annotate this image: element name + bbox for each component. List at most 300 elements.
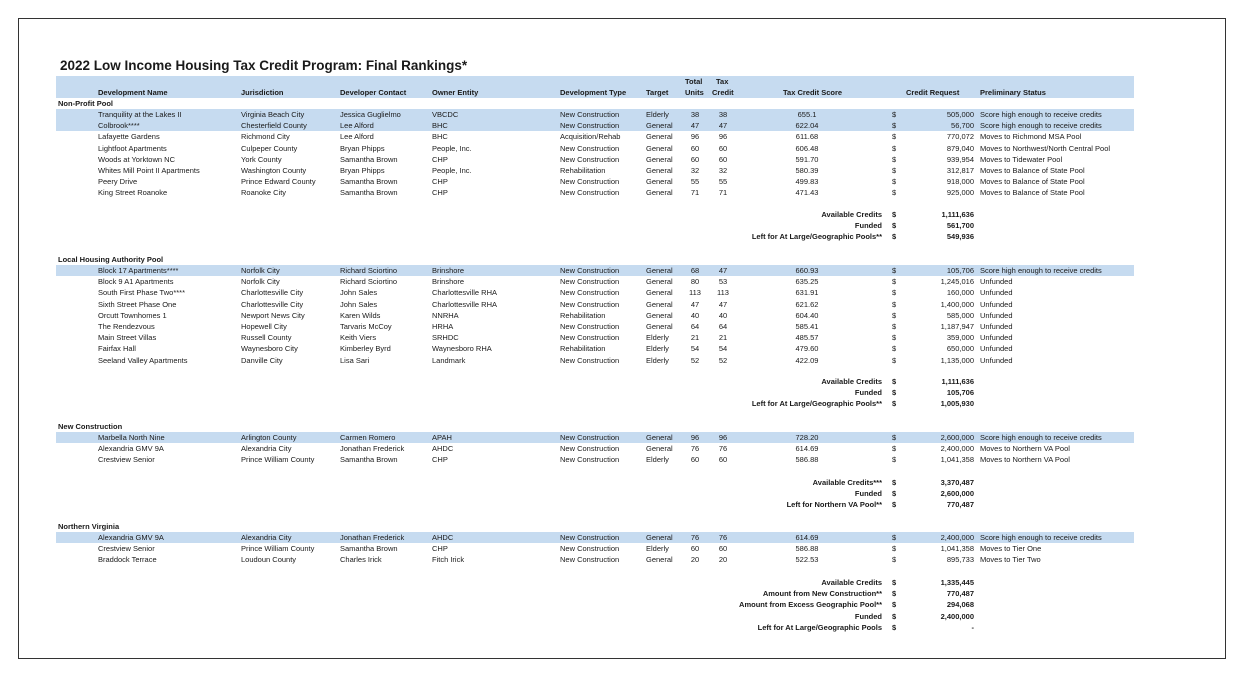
header-units: Units <box>685 88 704 97</box>
cell-currency: $ <box>892 121 897 131</box>
cell-currency: $ <box>892 555 897 565</box>
cell-preliminary-status: Moves to Tier Two <box>980 555 1041 565</box>
cell-development-name: Orcutt Townhomes 1 <box>98 310 167 320</box>
summary-row <box>56 477 1134 488</box>
cell-developer-contact: Bryan Phipps <box>340 143 385 153</box>
cell-total-units: 32 <box>690 166 700 175</box>
cell-preliminary-status: Unfunded <box>980 277 1013 287</box>
cell-development-name: Tranquility at the Lakes II <box>98 110 182 119</box>
table-row <box>56 109 1134 120</box>
cell-tax-credit-score: 614.69 <box>795 444 819 454</box>
cell-tax-credit-score: 611.68 <box>795 132 819 142</box>
cell-target: Elderly <box>646 544 669 554</box>
cell-jurisdiction: Norfolk City <box>241 266 280 275</box>
cell-credit-request: 312,817 <box>946 166 974 175</box>
table-row <box>56 310 1134 321</box>
cell-development-name: Colbrook**** <box>98 121 140 131</box>
cell-total-units: 76 <box>690 533 700 542</box>
cell-preliminary-status: Score high enough to receive credits <box>980 121 1102 131</box>
cell-developer-contact: Jessica Guglielmo <box>340 110 401 119</box>
cell-developer-contact: Keith Viers <box>340 333 377 343</box>
cell-tax-credit: 20 <box>718 555 728 565</box>
table-row <box>56 276 1134 287</box>
summary-value: 3,370,487 <box>940 478 974 487</box>
cell-jurisdiction: Newport News City <box>241 310 305 320</box>
table-row <box>56 332 1134 343</box>
cell-tax-credit: 71 <box>718 188 728 198</box>
cell-jurisdiction: Virginia Beach City <box>241 110 305 119</box>
cell-development-type: New Construction <box>560 177 620 187</box>
cell-developer-contact: Jonathan Frederick <box>340 533 405 542</box>
table-row <box>56 176 1134 187</box>
cell-credit-request: 1,245,016 <box>940 277 974 287</box>
summary-row <box>56 599 1134 610</box>
cell-credit-request: 2,400,000 <box>940 444 974 454</box>
cell-development-name: Woods at Yorktown NC <box>98 154 175 164</box>
cell-jurisdiction: Culpeper County <box>241 143 298 153</box>
cell-development-name: Fairfax Hall <box>98 344 136 354</box>
cell-total-units: 60 <box>690 544 700 554</box>
cell-development-name: Seeland Valley Apartments <box>98 355 188 365</box>
cell-target: General <box>646 143 673 153</box>
cell-credit-request: 359,000 <box>946 333 974 343</box>
cell-owner-entity: Brinshore <box>432 277 465 287</box>
cell-development-name: Crestview Senior <box>98 544 155 554</box>
cell-currency: $ <box>892 333 897 343</box>
cell-credit-request: 879,040 <box>946 143 974 153</box>
cell-preliminary-status: Score high enough to receive credits <box>980 110 1102 119</box>
cell-preliminary-status: Moves to Balance of State Pool <box>980 177 1085 187</box>
cell-development-type: New Construction <box>560 143 620 153</box>
cell-development-name: The Rendezvous <box>98 322 155 331</box>
cell-jurisdiction: Alexandria City <box>241 444 292 454</box>
cell-target: General <box>646 188 673 198</box>
summary-label: Left for Northern VA Pool** <box>786 500 882 510</box>
summary-currency: $ <box>892 500 897 510</box>
table-row <box>56 143 1134 154</box>
cell-currency: $ <box>892 177 897 187</box>
cell-preliminary-status: Score high enough to receive credits <box>980 266 1102 275</box>
summary-currency: $ <box>892 489 897 499</box>
summary-value: 2,600,000 <box>940 489 974 499</box>
cell-total-units: 47 <box>690 121 700 131</box>
cell-currency: $ <box>892 166 897 175</box>
cell-developer-contact: Charles Irick <box>340 555 382 565</box>
cell-tax-credit-score: 621.62 <box>795 299 819 309</box>
cell-jurisdiction: Waynesboro City <box>241 344 298 354</box>
cell-developer-contact: Richard Sciortino <box>340 266 398 275</box>
summary-row <box>56 209 1134 220</box>
cell-development-name: Lafayette Gardens <box>98 132 160 142</box>
cell-credit-request: 895,733 <box>946 555 974 565</box>
cell-target: General <box>646 177 673 187</box>
cell-preliminary-status: Score high enough to receive credits <box>980 533 1102 542</box>
table-row <box>56 543 1134 554</box>
summary-label: Amount from Excess Geographic Pool** <box>739 600 882 610</box>
cell-total-units: 21 <box>690 333 700 343</box>
cell-preliminary-status: Moves to Northern VA Pool <box>980 455 1070 465</box>
cell-currency: $ <box>892 355 897 365</box>
cell-total-units: 64 <box>690 322 700 331</box>
cell-tax-credit-score: 631.91 <box>795 288 819 298</box>
cell-total-units: 96 <box>690 132 700 142</box>
summary-value: 561,700 <box>946 221 974 231</box>
cell-credit-request: 1,041,358 <box>940 544 974 554</box>
cell-development-type: New Construction <box>560 121 620 131</box>
summary-currency: $ <box>892 232 897 242</box>
cell-developer-contact: Richard Sciortino <box>340 277 398 287</box>
cell-development-type: New Construction <box>560 288 620 298</box>
table-row <box>56 343 1134 354</box>
cell-development-name: Marbella North Nine <box>98 433 165 442</box>
cell-owner-entity: APAH <box>432 433 452 442</box>
cell-preliminary-status: Unfunded <box>980 355 1013 365</box>
cell-target: General <box>646 310 673 320</box>
summary-row <box>56 577 1134 588</box>
cell-owner-entity: People, Inc. <box>432 143 472 153</box>
cell-development-type: New Construction <box>560 355 620 365</box>
header-target: Target <box>646 88 669 97</box>
cell-owner-entity: HRHA <box>432 322 454 331</box>
table-row <box>56 532 1134 543</box>
cell-tax-credit: 60 <box>718 544 728 554</box>
table-row <box>56 554 1134 565</box>
cell-tax-credit: 52 <box>718 355 728 365</box>
cell-development-name: Main Street Villas <box>98 333 157 343</box>
cell-target: General <box>646 154 673 164</box>
summary-label: Left for At Large/Geographic Pools** <box>751 399 882 409</box>
cell-owner-entity: CHP <box>432 177 448 187</box>
cell-tax-credit-score: 614.69 <box>795 533 819 542</box>
cell-target: General <box>646 277 673 287</box>
section-label: Northern Virginia <box>58 522 120 531</box>
table-row <box>56 299 1134 310</box>
cell-jurisdiction: Washington County <box>241 166 307 175</box>
cell-target: General <box>646 533 673 542</box>
cell-development-name: Lightfoot Apartments <box>98 143 167 153</box>
cell-target: General <box>646 322 673 331</box>
cell-target: Elderly <box>646 344 669 354</box>
cell-owner-entity: Landmark <box>432 355 466 365</box>
cell-tax-credit-score: 635.25 <box>795 277 819 287</box>
cell-development-type: New Construction <box>560 533 620 542</box>
cell-development-name: Block 17 Apartments**** <box>98 266 179 275</box>
cell-developer-contact: Kimberley Byrd <box>340 344 391 354</box>
cell-target: General <box>646 288 673 298</box>
cell-owner-entity: People, Inc. <box>432 166 472 175</box>
summary-label: Left for At Large/Geographic Pools <box>757 622 882 632</box>
cell-currency: $ <box>892 266 897 275</box>
cell-jurisdiction: Arlington County <box>241 433 297 442</box>
cell-jurisdiction: Roanoke City <box>241 188 287 198</box>
summary-label: Available Credits <box>821 377 882 386</box>
cell-jurisdiction: Richmond City <box>241 132 290 142</box>
cell-target: General <box>646 266 673 275</box>
cell-tax-credit: 76 <box>718 533 728 542</box>
summary-value: 1,005,930 <box>940 399 974 409</box>
cell-jurisdiction: Danville City <box>241 355 283 365</box>
cell-jurisdiction: Russell County <box>241 333 292 343</box>
summary-value: 2,400,000 <box>940 611 974 621</box>
cell-tax-credit: 96 <box>718 132 728 142</box>
cell-credit-request: 2,400,000 <box>940 533 974 542</box>
cell-jurisdiction: Loudoun County <box>241 555 297 565</box>
summary-currency: $ <box>892 611 897 621</box>
cell-preliminary-status: Moves to Richmond MSA Pool <box>980 132 1082 142</box>
summary-label: Funded <box>854 489 882 499</box>
cell-credit-request: 585,000 <box>946 310 974 320</box>
cell-tax-credit: 96 <box>718 433 728 442</box>
table-row <box>56 321 1134 332</box>
cell-tax-credit: 76 <box>718 444 728 454</box>
summary-label: Left for At Large/Geographic Pools** <box>751 232 882 242</box>
summary-currency: $ <box>892 589 897 599</box>
summary-row <box>56 588 1134 599</box>
cell-tax-credit: 47 <box>718 299 728 309</box>
cell-development-type: Acquisition/Rehab <box>560 132 621 142</box>
cell-total-units: 40 <box>690 310 700 320</box>
summary-value: 1,111,636 <box>941 210 974 219</box>
cell-owner-entity: BHC <box>432 121 448 131</box>
cell-development-name: Alexandria GMV 9A <box>98 533 164 542</box>
cell-currency: $ <box>892 533 897 542</box>
summary-value: 770,487 <box>946 589 974 599</box>
cell-owner-entity: Waynesboro RHA <box>432 344 492 354</box>
cell-tax-credit-score: 479.60 <box>795 344 819 354</box>
cell-target: General <box>646 444 673 454</box>
cell-target: General <box>646 132 673 142</box>
cell-currency: $ <box>892 344 897 354</box>
summary-value: 1,111,636 <box>941 377 974 386</box>
summary-value: 1,335,445 <box>940 578 974 587</box>
cell-target: General <box>646 299 673 309</box>
cell-development-name: King Street Roanoke <box>98 188 168 198</box>
summary-label: Funded <box>854 388 882 398</box>
table-row <box>56 265 1134 276</box>
cell-developer-contact: Lee Alford <box>340 132 374 142</box>
cell-tax-credit-score: 580.39 <box>795 166 819 175</box>
cell-tax-credit-score: 622.04 <box>795 121 819 131</box>
cell-preliminary-status: Moves to Northern VA Pool <box>980 444 1070 454</box>
header-preliminary-status: Preliminary Status <box>980 88 1046 97</box>
cell-preliminary-status: Unfunded <box>980 333 1013 343</box>
cell-tax-credit: 60 <box>718 154 728 164</box>
cell-total-units: 113 <box>689 288 701 298</box>
header-developer-contact: Developer Contact <box>340 88 407 97</box>
cell-owner-entity: NNRHA <box>432 310 459 320</box>
cell-tax-credit: 55 <box>718 177 728 187</box>
cell-total-units: 76 <box>690 444 700 454</box>
cell-tax-credit: 60 <box>718 143 728 153</box>
summary-currency: $ <box>892 600 897 610</box>
cell-credit-request: 505,000 <box>946 110 974 119</box>
cell-development-name: Alexandria GMV 9A <box>98 444 164 454</box>
cell-jurisdiction: Charlottesville City <box>241 288 304 298</box>
cell-jurisdiction: Prince William County <box>241 455 315 465</box>
summary-value: 105,706 <box>946 388 974 398</box>
summary-value: 549,936 <box>946 232 974 242</box>
cell-development-type: New Construction <box>560 455 620 465</box>
cell-credit-request: 105,706 <box>946 266 974 275</box>
cell-target: Elderly <box>646 110 669 119</box>
section-label: Local Housing Authority Pool <box>58 255 164 264</box>
cell-jurisdiction: Prince William County <box>241 544 315 554</box>
cell-developer-contact: Jonathan Frederick <box>340 444 405 454</box>
cell-jurisdiction: Alexandria City <box>241 533 292 542</box>
cell-total-units: 54 <box>690 344 700 354</box>
cell-developer-contact: Bryan Phipps <box>340 166 385 175</box>
cell-development-name: Crestview Senior <box>98 455 155 465</box>
cell-developer-contact: Karen Wilds <box>340 310 381 320</box>
cell-tax-credit: 53 <box>718 277 728 287</box>
summary-label: Available Credits <box>821 210 882 219</box>
header-total: Total <box>685 77 703 86</box>
cell-credit-request: 925,000 <box>946 188 974 198</box>
cell-owner-entity: Charlottesville RHA <box>432 288 498 298</box>
cell-preliminary-status: Unfunded <box>980 288 1013 298</box>
header-credit: Credit <box>712 88 734 97</box>
cell-development-name: Whites Mill Point II Apartments <box>98 166 200 175</box>
cell-tax-credit-score: 485.57 <box>795 333 819 343</box>
cell-preliminary-status: Moves to Balance of State Pool <box>980 166 1085 175</box>
cell-currency: $ <box>892 433 897 442</box>
cell-credit-request: 1,041,358 <box>940 455 974 465</box>
cell-jurisdiction: Charlottesville City <box>241 299 304 309</box>
cell-tax-credit-score: 522.53 <box>795 555 819 565</box>
summary-currency: $ <box>892 221 897 231</box>
cell-developer-contact: Samantha Brown <box>340 188 398 198</box>
table-row <box>56 287 1134 298</box>
header-credit-request: Credit Request <box>906 88 960 97</box>
summary-currency: $ <box>892 399 897 409</box>
cell-owner-entity: VBCDC <box>432 110 459 119</box>
section-label: New Construction <box>58 422 123 431</box>
cell-credit-request: 1,187,947 <box>940 322 974 331</box>
cell-tax-credit-score: 471.43 <box>795 188 819 198</box>
cell-owner-entity: AHDC <box>432 533 454 542</box>
cell-development-name: Braddock Terrace <box>98 555 157 565</box>
summary-row <box>56 387 1134 398</box>
summary-label: Amount from New Construction** <box>762 589 882 599</box>
cell-preliminary-status: Unfunded <box>980 310 1013 320</box>
cell-development-type: New Construction <box>560 188 620 198</box>
cell-preliminary-status: Unfunded <box>980 322 1013 331</box>
cell-preliminary-status: Unfunded <box>980 344 1013 354</box>
cell-owner-entity: CHP <box>432 544 448 554</box>
cell-development-type: New Construction <box>560 555 620 565</box>
cell-jurisdiction: York County <box>241 154 282 164</box>
cell-tax-credit-score: 422.09 <box>795 355 819 365</box>
cell-tax-credit: 47 <box>718 121 728 131</box>
cell-owner-entity: CHP <box>432 154 448 164</box>
cell-development-type: Rehabilitation <box>560 344 606 354</box>
cell-total-units: 47 <box>690 299 700 309</box>
cell-owner-entity: BHC <box>432 132 448 142</box>
cell-credit-request: 2,600,000 <box>940 433 974 442</box>
summary-value: 770,487 <box>946 500 974 510</box>
cell-currency: $ <box>892 277 897 287</box>
cell-total-units: 52 <box>690 355 700 365</box>
cell-preliminary-status: Moves to Balance of State Pool <box>980 188 1085 198</box>
summary-row <box>56 499 1134 510</box>
cell-development-type: New Construction <box>560 433 620 442</box>
cell-currency: $ <box>892 444 897 454</box>
cell-credit-request: 1,135,000 <box>940 355 974 365</box>
summary-label: Funded <box>854 221 882 231</box>
cell-tax-credit-score: 604.40 <box>795 310 819 320</box>
cell-currency: $ <box>892 132 897 142</box>
cell-tax-credit-score: 591.70 <box>795 154 819 164</box>
cell-developer-contact: Lee Alford <box>340 121 374 131</box>
table-row <box>56 443 1134 454</box>
header-jurisdiction: Jurisdiction <box>241 88 284 97</box>
cell-owner-entity: Fitch Irick <box>432 555 465 565</box>
table-row <box>56 131 1134 142</box>
cell-tax-credit: 32 <box>718 166 728 175</box>
cell-currency: $ <box>892 322 897 331</box>
cell-target: General <box>646 555 673 565</box>
summary-row <box>56 231 1134 242</box>
cell-tax-credit-score: 585.41 <box>795 322 819 331</box>
cell-development-type: New Construction <box>560 277 620 287</box>
cell-currency: $ <box>892 288 897 298</box>
cell-development-type: New Construction <box>560 154 620 164</box>
summary-value: 294,068 <box>946 600 974 610</box>
summary-currency: $ <box>892 478 897 487</box>
cell-currency: $ <box>892 299 897 309</box>
cell-jurisdiction: Chesterfield County <box>241 121 307 131</box>
cell-owner-entity: Charlottesville RHA <box>432 299 498 309</box>
cell-target: Elderly <box>646 355 669 365</box>
cell-development-type: New Construction <box>560 110 620 119</box>
cell-developer-contact: John Sales <box>340 288 378 298</box>
cell-preliminary-status: Moves to Tidewater Pool <box>980 154 1063 164</box>
header-owner-entity: Owner Entity <box>432 88 479 97</box>
cell-developer-contact: Samantha Brown <box>340 154 398 164</box>
cell-preliminary-status: Moves to Northwest/North Central Pool <box>980 143 1111 153</box>
cell-currency: $ <box>892 154 897 164</box>
cell-currency: $ <box>892 455 897 465</box>
cell-tax-credit-score: 586.88 <box>795 455 819 465</box>
cell-development-type: Rehabilitation <box>560 310 606 320</box>
cell-target: Elderly <box>646 455 669 465</box>
cell-target: General <box>646 121 673 131</box>
cell-currency: $ <box>892 544 897 554</box>
cell-total-units: 60 <box>690 154 700 164</box>
cell-currency: $ <box>892 110 897 119</box>
cell-development-type: New Construction <box>560 544 620 554</box>
header-development-type: Development Type <box>560 88 627 97</box>
cell-tax-credit-score: 660.93 <box>795 266 819 275</box>
cell-development-type: Rehabilitation <box>560 166 606 175</box>
cell-development-name: South First Phase Two**** <box>98 288 185 298</box>
cell-tax-credit: 60 <box>718 455 728 465</box>
cell-developer-contact: Carmen Romero <box>340 433 396 442</box>
cell-tax-credit: 113 <box>717 288 729 298</box>
table-row <box>56 187 1134 198</box>
cell-tax-credit-score: 499.83 <box>795 177 819 187</box>
cell-credit-request: 56,700 <box>951 121 974 131</box>
cell-tax-credit: 38 <box>718 110 728 119</box>
cell-tax-credit: 54 <box>718 344 728 354</box>
cell-owner-entity: CHP <box>432 188 448 198</box>
summary-currency: $ <box>892 578 897 587</box>
summary-row <box>56 220 1134 231</box>
summary-currency: $ <box>892 377 897 386</box>
summary-label: Available Credits <box>821 578 882 587</box>
cell-development-type: New Construction <box>560 444 620 454</box>
cell-development-type: New Construction <box>560 299 620 309</box>
